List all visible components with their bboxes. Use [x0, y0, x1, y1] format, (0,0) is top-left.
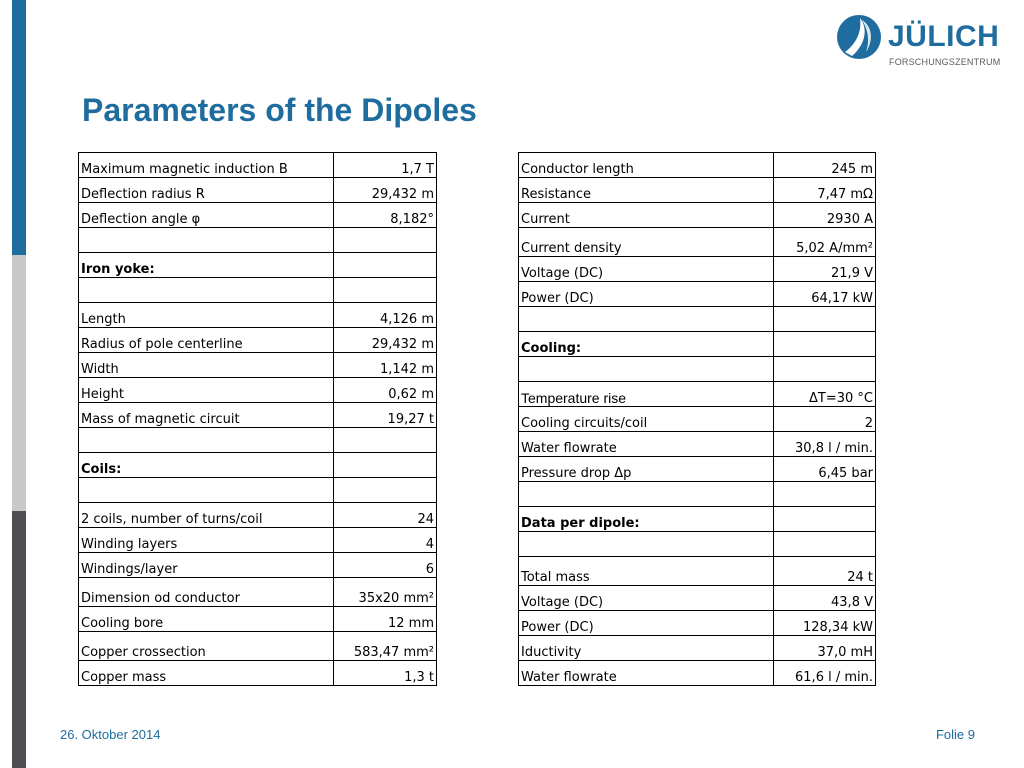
- table-row: [79, 328, 437, 353]
- parameter-value: ΔT=30 °C: [774, 382, 876, 407]
- parameter-value: [774, 482, 876, 507]
- parameter-label: Length: [79, 303, 334, 328]
- table-row: [519, 611, 876, 636]
- parameter-value: 64,17 kW: [774, 282, 876, 307]
- parameter-value: 61,6 l / min.: [774, 661, 876, 686]
- table-row: [79, 428, 437, 453]
- section-heading: Iron yoke:: [79, 253, 334, 278]
- parameter-value: [774, 307, 876, 332]
- parameter-label: Water flowrate: [519, 661, 774, 686]
- footer-slide-number: Folie 9: [935, 727, 975, 742]
- table-row: [519, 257, 876, 282]
- side-bar-dark-gray: [12, 511, 26, 768]
- parameter-value: 6: [334, 553, 437, 578]
- parameter-value: [774, 532, 876, 557]
- table-row: [79, 178, 437, 203]
- table-row: [519, 661, 876, 686]
- table-row: [519, 332, 876, 357]
- parameter-value: [774, 332, 876, 357]
- parameter-value: 1,3 t: [334, 661, 437, 686]
- parameter-label: Radius of pole centerline: [79, 328, 334, 353]
- table-row: [79, 453, 437, 478]
- side-bar-light-gray: [12, 255, 26, 511]
- table-row: [79, 607, 437, 632]
- parameter-label: Height: [79, 378, 334, 403]
- table-row: [519, 357, 876, 382]
- parameter-value: 5,02 A/mm²: [774, 228, 876, 257]
- table-row: [519, 307, 876, 332]
- parameter-label: Current density: [519, 228, 774, 257]
- table-row: [79, 228, 437, 253]
- parameter-value: 4: [334, 528, 437, 553]
- section-heading: Coils:: [79, 453, 334, 478]
- parameter-label: 2 coils, number of turns/coil: [79, 503, 334, 528]
- parameter-value: 29,432 m: [334, 328, 437, 353]
- parameter-value: 583,47 mm²: [334, 632, 437, 661]
- table-row: [519, 407, 876, 432]
- parameter-label: [519, 357, 774, 382]
- parameter-label: Voltage (DC): [519, 586, 774, 611]
- parameter-value: 12 mm: [334, 607, 437, 632]
- parameter-label: Dimension od conductor: [79, 578, 334, 607]
- parameter-value: [334, 428, 437, 453]
- parameter-value: [774, 507, 876, 532]
- parameter-label: Water flowrate: [519, 432, 774, 457]
- parameter-label: [79, 478, 334, 503]
- table-row: [519, 507, 876, 532]
- table-row: [79, 203, 437, 228]
- table-row: [79, 253, 437, 278]
- parameter-value: [774, 357, 876, 382]
- table-row: [79, 278, 437, 303]
- table-row: [79, 378, 437, 403]
- left-parameters-table: [78, 152, 437, 686]
- parameter-label: Cooling bore: [79, 607, 334, 632]
- table-row: [79, 578, 437, 607]
- parameter-value: 128,34 kW: [774, 611, 876, 636]
- table-row: [519, 153, 876, 178]
- parameter-value: 7,47 mΩ: [774, 178, 876, 203]
- parameter-value: 37,0 mH: [774, 636, 876, 661]
- table-row: [79, 528, 437, 553]
- parameter-label: Power (DC): [519, 282, 774, 307]
- parameter-label: [519, 307, 774, 332]
- parameter-label: Voltage (DC): [519, 257, 774, 282]
- parameter-value: 245 m: [774, 153, 876, 178]
- parameter-value: 19,27 t: [334, 403, 437, 428]
- table-row: [79, 353, 437, 378]
- parameter-label: Deflection angle φ: [79, 203, 334, 228]
- table-row: [79, 478, 437, 503]
- parameter-label: Windings/layer: [79, 553, 334, 578]
- parameter-label: Copper mass: [79, 661, 334, 686]
- parameter-value: 29,432 m: [334, 178, 437, 203]
- logo-subtitle: FORSCHUNGSZENTRUM: [889, 57, 1001, 67]
- parameter-label: [79, 278, 334, 303]
- parameter-label: Current: [519, 203, 774, 228]
- table-row: [519, 532, 876, 557]
- parameter-value: 2: [774, 407, 876, 432]
- table-row: [79, 403, 437, 428]
- parameter-value: 1,7 T: [334, 153, 437, 178]
- parameter-label: Cooling circuits/coil: [519, 407, 774, 432]
- parameter-value: 21,9 V: [774, 257, 876, 282]
- footer-date: 26. Oktober 2014: [60, 727, 161, 742]
- table-row: [519, 203, 876, 228]
- parameter-label: Winding layers: [79, 528, 334, 553]
- table-row: [79, 153, 437, 178]
- table-row: [79, 661, 437, 686]
- table-row: [519, 586, 876, 611]
- table-row: [79, 632, 437, 661]
- table-row: [79, 503, 437, 528]
- parameter-value: [334, 478, 437, 503]
- table-row: [519, 382, 876, 407]
- table-row: [519, 482, 876, 507]
- section-heading: Data per dipole:: [519, 507, 774, 532]
- right-parameters-table: [518, 152, 876, 686]
- parameter-label: [519, 482, 774, 507]
- parameter-value: 6,45 bar: [774, 457, 876, 482]
- parameter-value: [334, 253, 437, 278]
- slide-title: Parameters of the Dipoles: [82, 92, 477, 128]
- table-row: [519, 432, 876, 457]
- logo-wordmark: JÜLICH: [888, 20, 1000, 53]
- table-row: [519, 282, 876, 307]
- parameter-value: [334, 278, 437, 303]
- table-row: [79, 303, 437, 328]
- parameter-label: [519, 532, 774, 557]
- parameter-label: Temperature rise: [519, 382, 774, 407]
- table-row: [79, 553, 437, 578]
- parameter-value: 24 t: [774, 557, 876, 586]
- parameter-label: [79, 228, 334, 253]
- parameter-label: Power (DC): [519, 611, 774, 636]
- table-row: [519, 457, 876, 482]
- parameter-value: 43,8 V: [774, 586, 876, 611]
- juelich-logo: [836, 12, 1006, 72]
- parameter-label: Total mass: [519, 557, 774, 586]
- side-bar-blue: [12, 0, 26, 255]
- parameter-label: [79, 428, 334, 453]
- section-heading: Cooling:: [519, 332, 774, 357]
- parameter-value: 30,8 l / min.: [774, 432, 876, 457]
- parameter-value: 0,62 m: [334, 378, 437, 403]
- parameter-value: [334, 453, 437, 478]
- parameter-value: 35x20 mm²: [334, 578, 437, 607]
- table-row: [519, 557, 876, 586]
- parameter-label: Conductor length: [519, 153, 774, 178]
- parameter-label: Resistance: [519, 178, 774, 203]
- parameter-value: 4,126 m: [334, 303, 437, 328]
- parameter-value: 1,142 m: [334, 353, 437, 378]
- parameter-label: Deflection radius R: [79, 178, 334, 203]
- parameter-label: Iductivity: [519, 636, 774, 661]
- table-row: [519, 228, 876, 257]
- parameter-label: Copper crossection: [79, 632, 334, 661]
- parameter-value: 8,182°: [334, 203, 437, 228]
- parameter-label: Pressure drop Δp: [519, 457, 774, 482]
- parameter-label: Mass of magnetic circuit: [79, 403, 334, 428]
- parameter-value: 2930 A: [774, 203, 876, 228]
- parameter-label: Width: [79, 353, 334, 378]
- parameter-value: [334, 228, 437, 253]
- table-row: [519, 636, 876, 661]
- parameter-value: 24: [334, 503, 437, 528]
- parameter-label: Maximum magnetic induction B: [79, 153, 334, 178]
- juelich-logo-mark-icon: [836, 14, 882, 60]
- table-row: [519, 178, 876, 203]
